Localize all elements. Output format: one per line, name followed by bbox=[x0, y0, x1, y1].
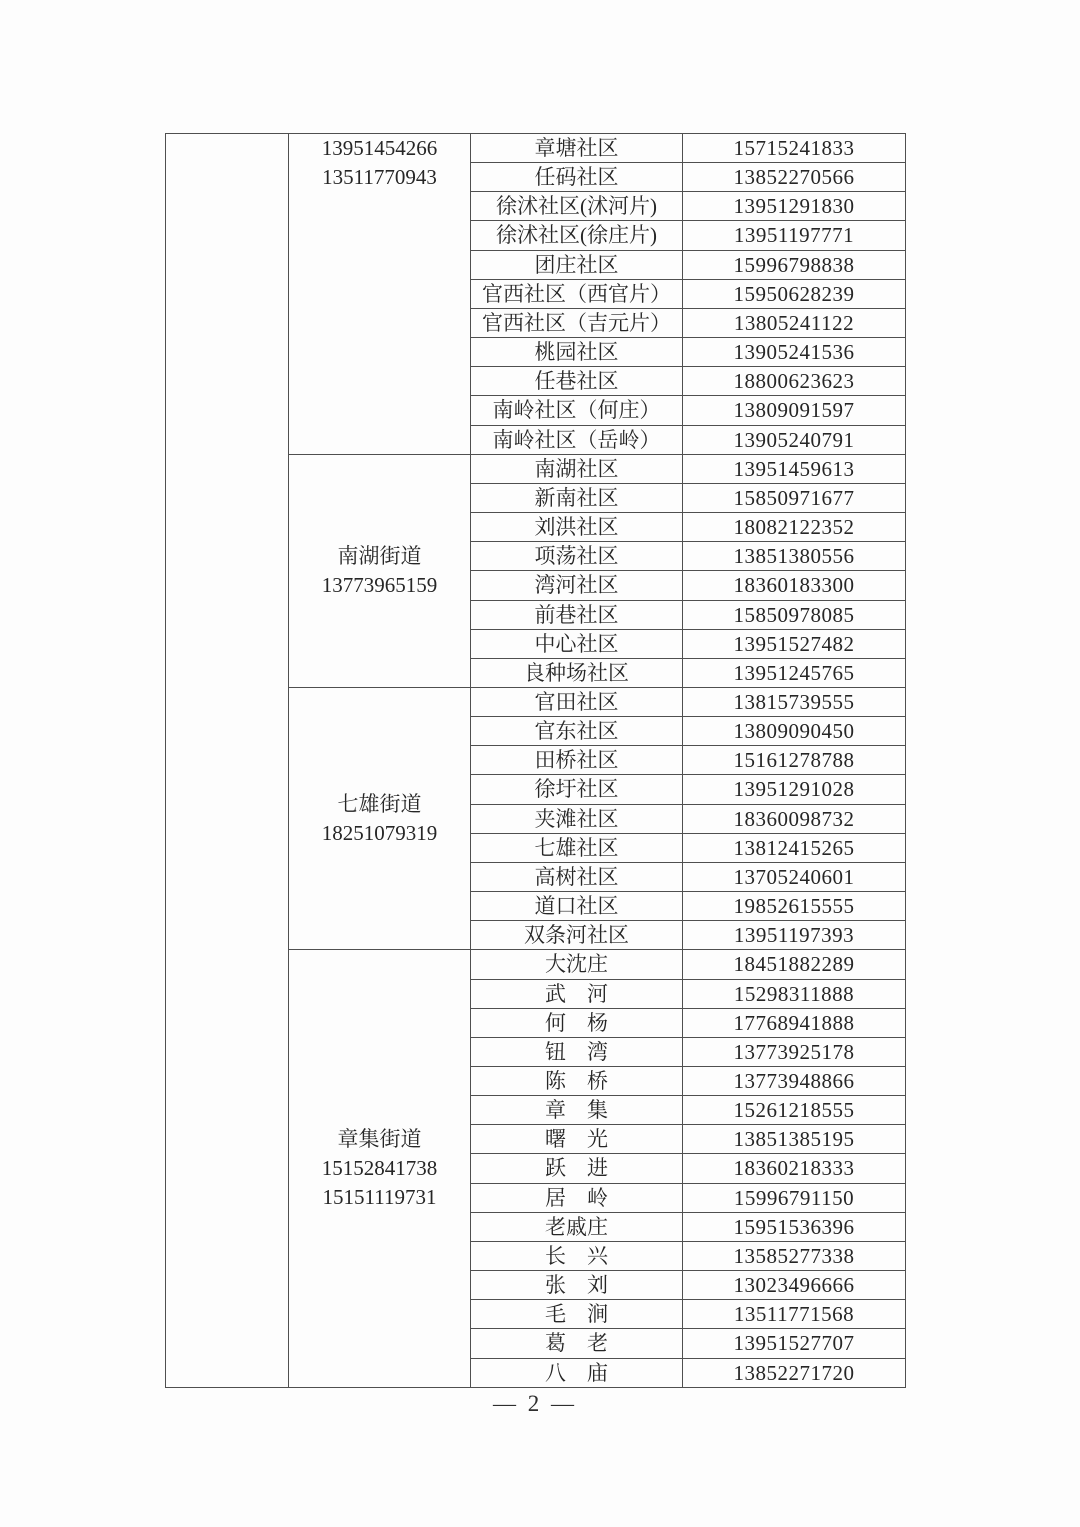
phone-number: 13812415265 bbox=[683, 833, 906, 862]
community-name: 章 集 bbox=[471, 1096, 683, 1125]
community-name: 老戚庄 bbox=[471, 1212, 683, 1241]
phone-number: 13773925178 bbox=[683, 1037, 906, 1066]
street-cell bbox=[289, 687, 471, 949]
community-name: 大沈庄 bbox=[471, 950, 683, 979]
community-name: 张 刘 bbox=[471, 1271, 683, 1300]
phone-number: 13851380556 bbox=[683, 542, 906, 571]
phone-number: 13951197393 bbox=[683, 921, 906, 950]
street-line: 13511770943 bbox=[322, 165, 437, 190]
phone-number: 13773948866 bbox=[683, 1067, 906, 1096]
community-name: 官东社区 bbox=[471, 717, 683, 746]
community-name: 湾河社区 bbox=[471, 571, 683, 600]
phone-number: 13805241122 bbox=[683, 308, 906, 337]
street-line: 18251079319 bbox=[321, 820, 438, 845]
phone-number: 18360183300 bbox=[683, 571, 906, 600]
phone-number: 13809091597 bbox=[683, 396, 906, 425]
phone-number: 15996791150 bbox=[683, 1183, 906, 1212]
community-name: 曙 光 bbox=[471, 1125, 683, 1154]
community-name: 道口社区 bbox=[471, 892, 683, 921]
phone-number: 15950628239 bbox=[683, 279, 906, 308]
table-row bbox=[166, 134, 906, 163]
phone-number: 18082122352 bbox=[683, 513, 906, 542]
phone-number: 13585277338 bbox=[683, 1241, 906, 1270]
community-name: 陈 桥 bbox=[471, 1067, 683, 1096]
street-line: 13773965159 bbox=[321, 572, 438, 597]
phone-number: 15298311888 bbox=[683, 979, 906, 1008]
community-name: 何 杨 bbox=[471, 1008, 683, 1037]
community-name: 南岭社区（岳岭） bbox=[471, 425, 683, 454]
community-name: 官西社区（吉元片） bbox=[471, 308, 683, 337]
community-name: 刘洪社区 bbox=[471, 513, 683, 542]
phone-number: 15850978085 bbox=[683, 600, 906, 629]
phone-number: 13905241536 bbox=[683, 338, 906, 367]
phone-number: 15261218555 bbox=[683, 1096, 906, 1125]
street-line: 南湖街道 bbox=[337, 543, 422, 568]
community-name: 新南社区 bbox=[471, 483, 683, 512]
community-name: 中心社区 bbox=[471, 629, 683, 658]
phone-number: 13951291028 bbox=[683, 775, 906, 804]
street-line: 15151119731 bbox=[322, 1185, 437, 1210]
community-name: 八 庙 bbox=[471, 1358, 683, 1387]
community-name: 毛 涧 bbox=[471, 1300, 683, 1329]
community-name: 跃 进 bbox=[471, 1154, 683, 1183]
phone-number: 13852271720 bbox=[683, 1358, 906, 1387]
community-name: 团庄社区 bbox=[471, 250, 683, 279]
phone-number: 13809090450 bbox=[683, 717, 906, 746]
phone-number: 13951459613 bbox=[683, 454, 906, 483]
community-name: 项荡社区 bbox=[471, 542, 683, 571]
community-name: 徐圩社区 bbox=[471, 775, 683, 804]
street-cell bbox=[289, 950, 471, 1387]
phone-number: 18800623623 bbox=[683, 367, 906, 396]
community-name: 桃园社区 bbox=[471, 338, 683, 367]
street-line: 15152841738 bbox=[321, 1155, 438, 1180]
street-cell bbox=[289, 134, 471, 455]
community-name: 南湖社区 bbox=[471, 454, 683, 483]
street-cell bbox=[289, 454, 471, 687]
phone-number: 15850971677 bbox=[683, 483, 906, 512]
community-name: 长 兴 bbox=[471, 1241, 683, 1270]
phone-number: 13852270566 bbox=[683, 163, 906, 192]
street-line: 七雄街道 bbox=[337, 791, 422, 816]
community-name: 武 河 bbox=[471, 979, 683, 1008]
community-name: 任码社区 bbox=[471, 163, 683, 192]
community-name: 双条河社区 bbox=[471, 921, 683, 950]
community-name: 夹滩社区 bbox=[471, 804, 683, 833]
community-name: 居 岭 bbox=[471, 1183, 683, 1212]
phone-number: 13951291830 bbox=[683, 192, 906, 221]
street-line: 章集街道 bbox=[337, 1126, 422, 1151]
phone-number: 18451882289 bbox=[683, 950, 906, 979]
community-name: 南岭社区（何庄） bbox=[471, 396, 683, 425]
community-name: 良种场社区 bbox=[471, 658, 683, 687]
phone-number: 15996798838 bbox=[683, 250, 906, 279]
contact-table-body bbox=[166, 134, 906, 1388]
community-name: 葛 老 bbox=[471, 1329, 683, 1358]
phone-number: 13951197771 bbox=[683, 221, 906, 250]
phone-number: 13905240791 bbox=[683, 425, 906, 454]
community-name: 官田社区 bbox=[471, 687, 683, 716]
phone-number: 13951527707 bbox=[683, 1329, 906, 1358]
community-name: 章塘社区 bbox=[471, 134, 683, 163]
phone-number: 18360218333 bbox=[683, 1154, 906, 1183]
community-name: 高树社区 bbox=[471, 862, 683, 891]
phone-number: 15715241833 bbox=[683, 134, 906, 163]
community-name: 徐沭社区(沭河片) bbox=[471, 192, 683, 221]
phone-number: 13951527482 bbox=[683, 629, 906, 658]
page-number: — 2 — bbox=[493, 1391, 577, 1416]
phone-number: 17768941888 bbox=[683, 1008, 906, 1037]
phone-number: 13511771568 bbox=[683, 1300, 906, 1329]
phone-number: 13023496666 bbox=[683, 1271, 906, 1300]
community-name: 七雄社区 bbox=[471, 833, 683, 862]
phone-number: 15161278788 bbox=[683, 746, 906, 775]
phone-number: 15951536396 bbox=[683, 1212, 906, 1241]
phone-number: 13951245765 bbox=[683, 658, 906, 687]
left-spacer-cell bbox=[166, 134, 289, 1388]
phone-number: 13815739555 bbox=[683, 687, 906, 716]
community-name: 田桥社区 bbox=[471, 746, 683, 775]
community-name: 徐沭社区(徐庄片) bbox=[471, 221, 683, 250]
contact-table bbox=[165, 133, 906, 1388]
community-name: 任巷社区 bbox=[471, 367, 683, 396]
phone-number: 19852615555 bbox=[683, 892, 906, 921]
street-line: 13951454266 bbox=[321, 136, 438, 160]
community-name: 官西社区（西官片） bbox=[471, 279, 683, 308]
community-name: 钮 湾 bbox=[471, 1037, 683, 1066]
community-name: 前巷社区 bbox=[471, 600, 683, 629]
phone-number: 13851385195 bbox=[683, 1125, 906, 1154]
phone-number: 18360098732 bbox=[683, 804, 906, 833]
phone-number: 13705240601 bbox=[683, 862, 906, 891]
